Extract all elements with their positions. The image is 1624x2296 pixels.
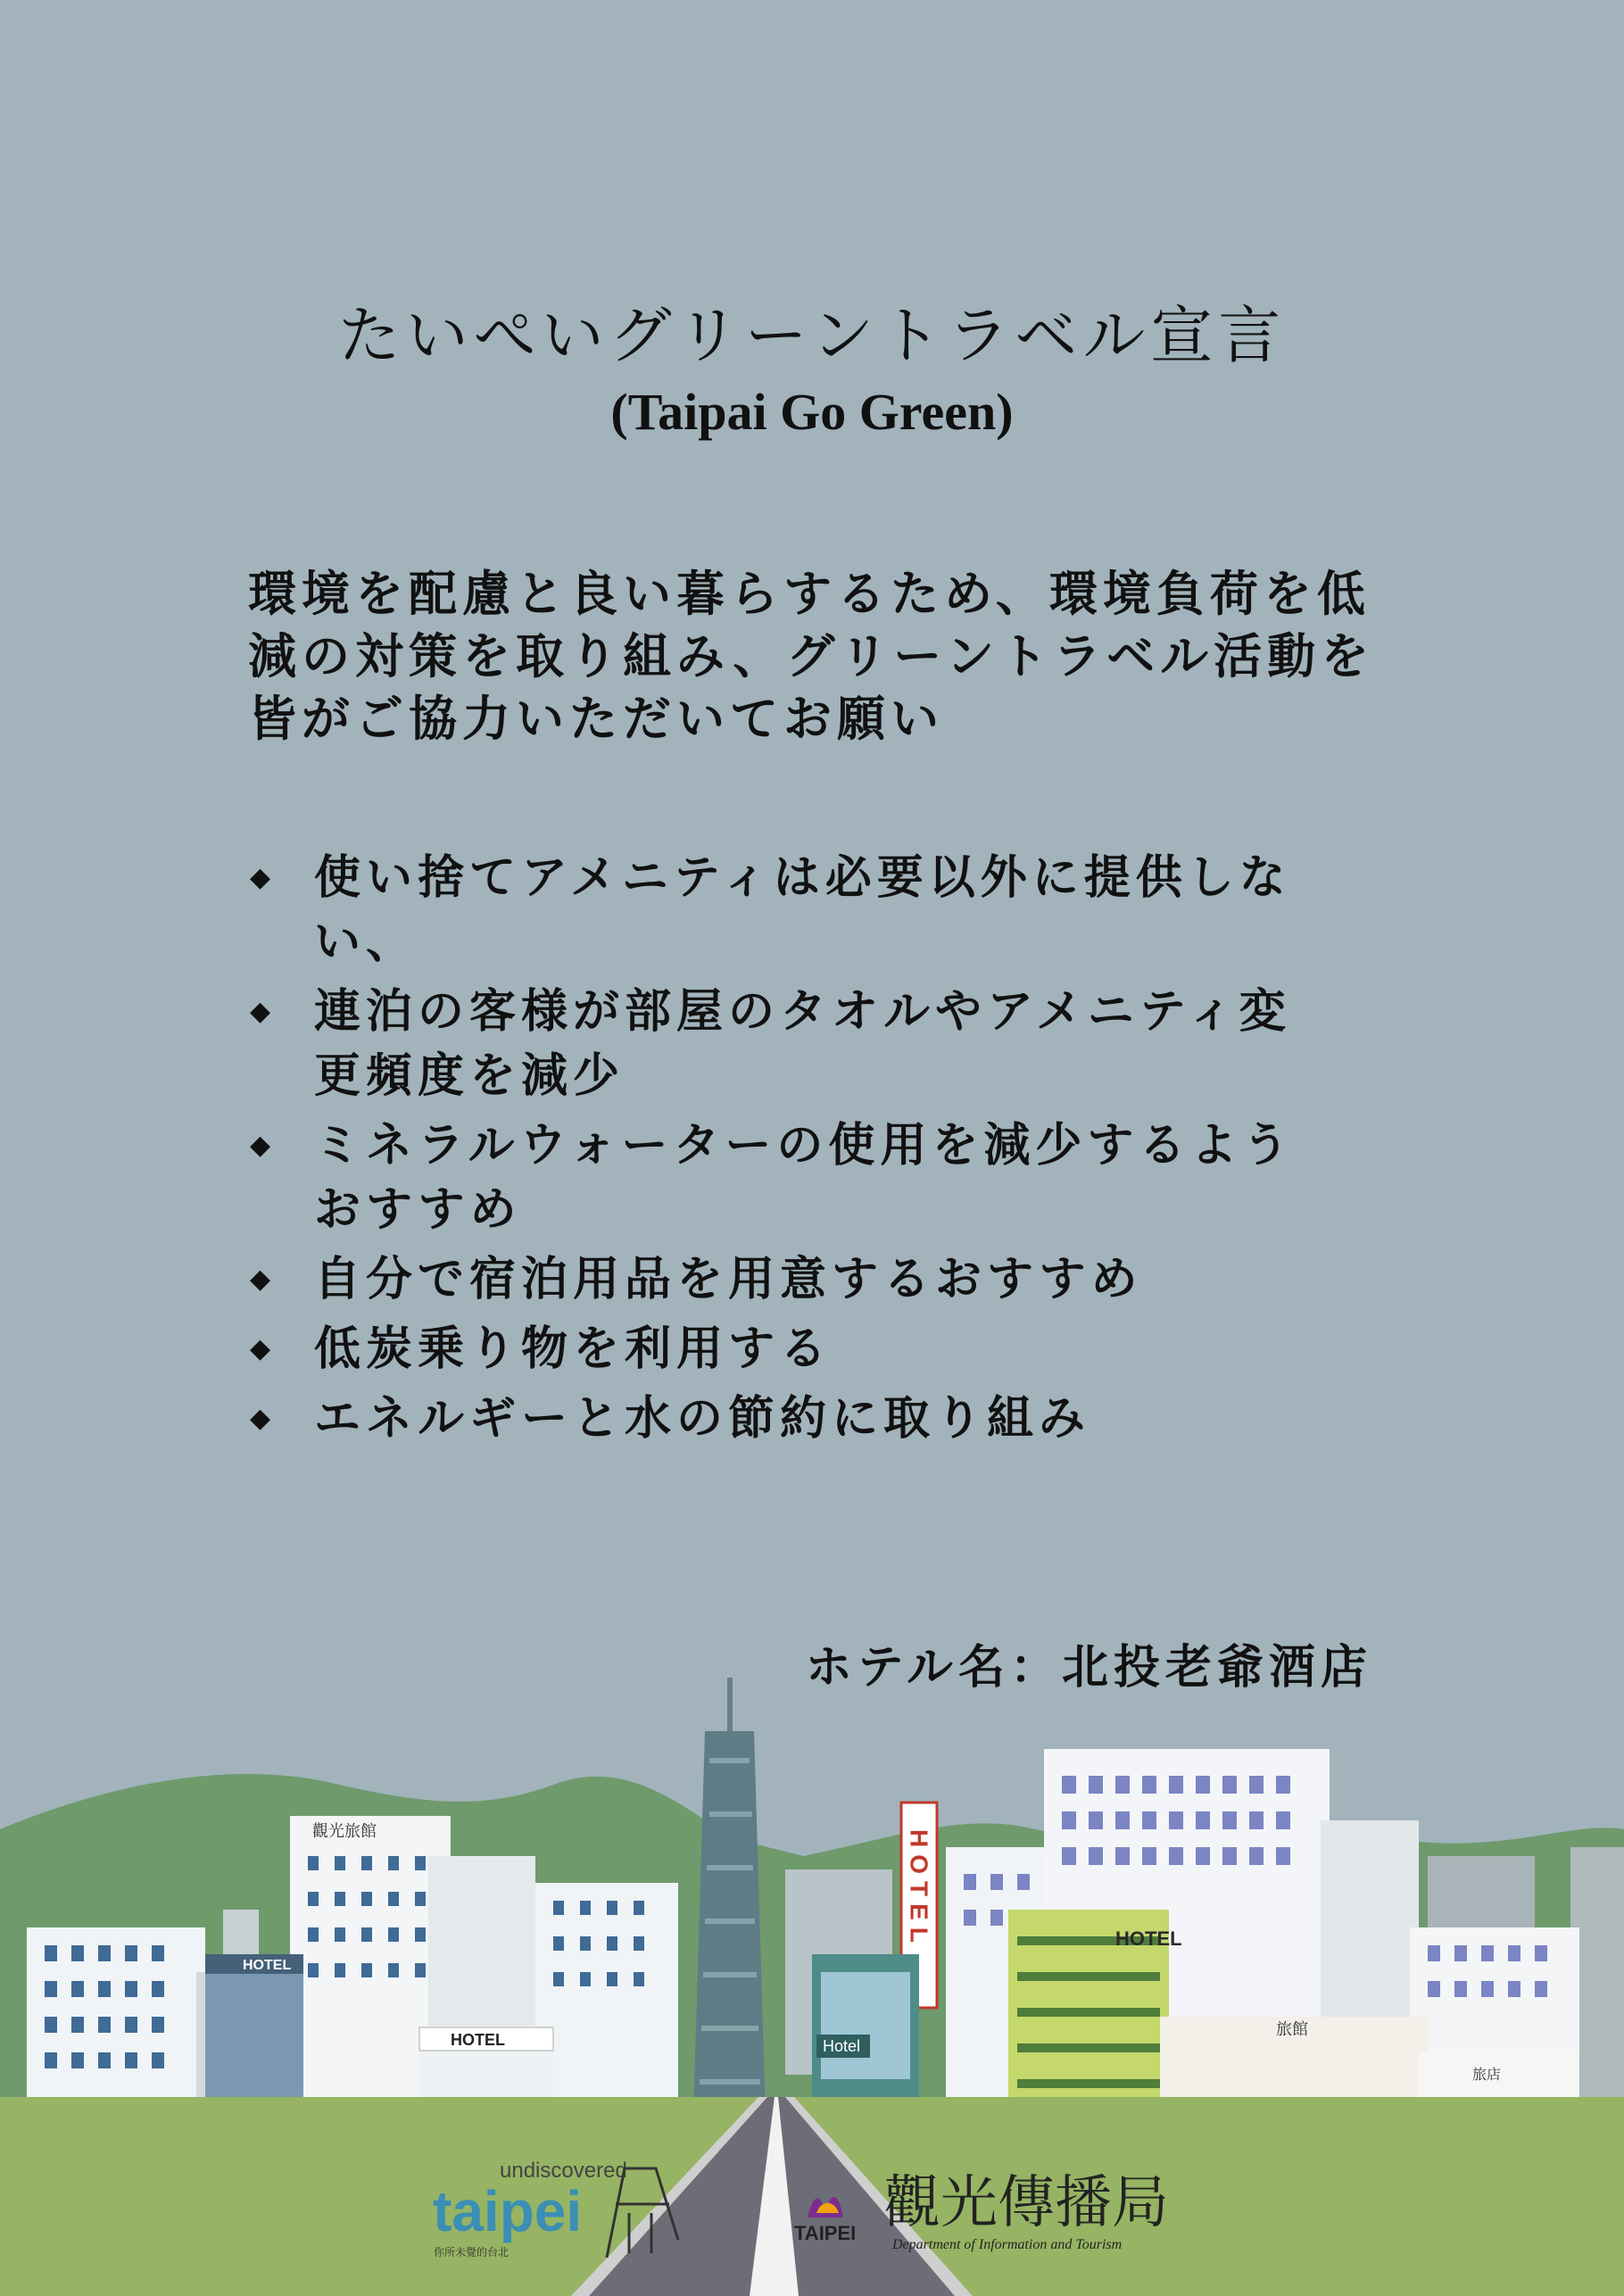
list-item-text: 低炭乗り物を利用する (314, 1322, 833, 1376)
page-subtitle: (Taipai Go Green) (610, 383, 1014, 441)
logo-taipei-city: TAIPEI (794, 2222, 857, 2244)
list-item-text: エネルギーと水の節約に取り組み (314, 1391, 1091, 1446)
diamond-bullet-icon: ◆ (250, 1403, 277, 1434)
footer-logos (0, 2142, 1624, 2296)
department-logo (794, 2170, 1169, 2252)
list-item (248, 1247, 1408, 1312)
hotel-bottom-sign: HOTEL (451, 2031, 505, 2049)
kankou-sign: 觀光旅館 (312, 1822, 377, 1841)
logo-department-cn: 觀光傳播局 (883, 2170, 1169, 2236)
hotel-small-sign: Hotel (823, 2037, 861, 2055)
logo-taipei-tagline: 你所未覺的台北 (434, 2246, 510, 2259)
list-item (248, 846, 1408, 974)
logo-department-en: Department of Information and Tourism (892, 2237, 1123, 2252)
diamond-bullet-icon: ◆ (250, 1264, 277, 1295)
hotel-green-sign: HOTEL (1115, 1927, 1182, 1950)
hotel-vertical-sign: HOTEL (905, 1829, 933, 1950)
intro-text: 環境を配慮と良い暮らするため、環境負荷を低減の対策を取り組み、グリーントラベル活動を皆がご協力いただいてお願い (248, 565, 1375, 747)
list-item-text: 使い捨てアメニティは必要以外に提供しない、 (314, 850, 1291, 969)
list-item (248, 1114, 1408, 1242)
diamond-bullet-icon: ◆ (250, 1130, 277, 1161)
hotel-left-sign: HOTEL (243, 1958, 292, 1973)
list-item (248, 1387, 1408, 1451)
ryoten-sign: 旅店 (1472, 2066, 1502, 2083)
diamond-bullet-icon: ◆ (250, 996, 277, 1027)
bullet-list (248, 846, 1408, 1456)
list-item-text: 連泊の客様が部屋のタオルやアメニティ変更頻度を減少 (314, 984, 1291, 1103)
list-item-text: 自分で宿泊用品を用意するおすすめ (314, 1252, 1143, 1306)
list-item (248, 1317, 1408, 1381)
list-item (248, 980, 1408, 1108)
logo-taipei-script: taipei (433, 2179, 583, 2243)
logo-undiscovered: undiscovered (500, 2159, 627, 2183)
list-item-text: ミネラルウォーターの使用を減少するようおすすめ (314, 1118, 1295, 1237)
diamond-bullet-icon: ◆ (250, 1333, 277, 1364)
undiscovered-taipei-logo (433, 2159, 678, 2259)
page-title: たいぺいグリーントラベル宣言 (337, 299, 1287, 372)
ryokan-sign: 旅館 (1276, 2020, 1308, 2039)
diamond-bullet-icon: ◆ (250, 862, 277, 893)
hotel-name: ホテル名：北投老爺酒店 (805, 1640, 1372, 1695)
